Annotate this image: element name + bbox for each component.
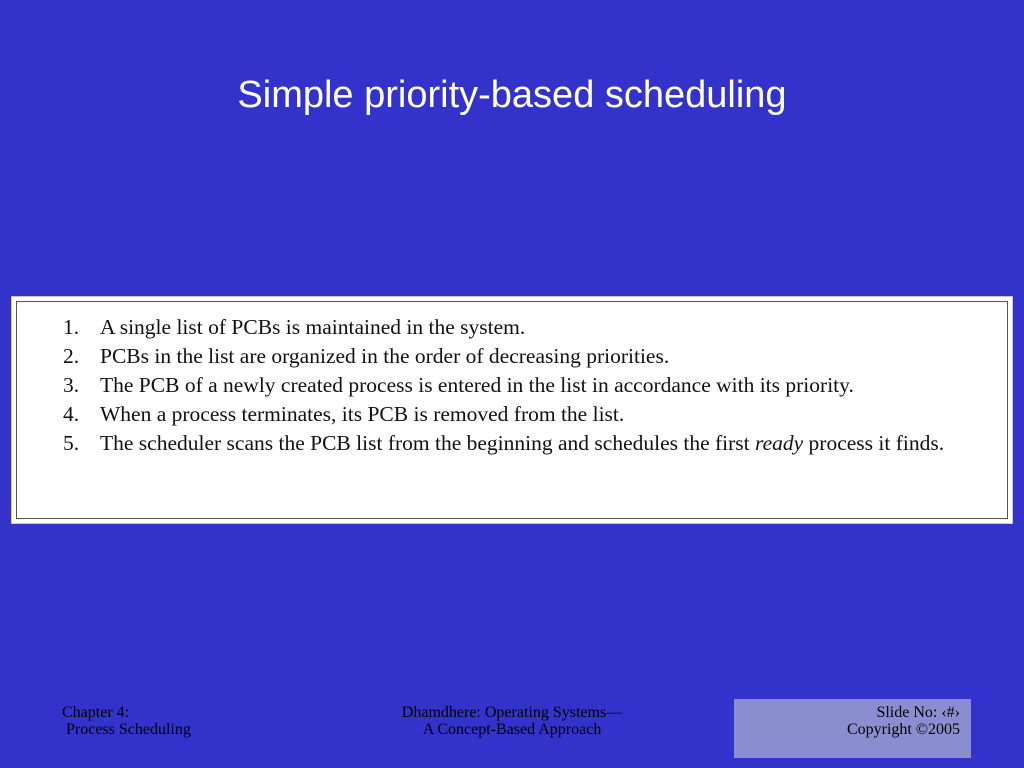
footer-slide-info [847, 704, 960, 738]
list-item-text-end: process it finds. [803, 431, 945, 455]
footer-book [312, 704, 712, 738]
ready-emphasis: ready [755, 431, 804, 455]
list-item-text: When a process terminates, its PCB is removed from the list. [100, 402, 625, 426]
footer-book-author: Dhamdhere: Operating Systems— [401, 704, 623, 721]
list-item [63, 371, 983, 400]
list-item-text: PCBs in the list are organized in the order of decreasing priorities. [100, 344, 670, 368]
list-item [63, 313, 983, 342]
list-item-number: 4. [63, 402, 80, 426]
list-item-text: The PCB of a newly created process is entered in the list in accordance with its priority. [100, 373, 854, 397]
slide-title: Simple priority-based scheduling [237, 74, 787, 116]
list-item-number: 1. [63, 315, 80, 339]
list-item-text [100, 429, 983, 458]
footer-chapter [62, 704, 191, 738]
footer-book-subtitle: A Concept-Based Approach [422, 721, 602, 738]
list-item [63, 429, 983, 458]
list-item-text: A single list of PCBs is maintained in the system. [100, 315, 526, 339]
list-item-number: 3. [63, 373, 80, 397]
list-item-number: 5. [63, 431, 80, 455]
list-item [63, 400, 983, 429]
list-item [63, 342, 983, 371]
content-frame [16, 301, 1008, 519]
slide-number: Slide No: ‹#› [876, 704, 960, 721]
list-item-number: 2. [63, 344, 80, 368]
copyright: Copyright ©2005 [846, 721, 960, 738]
list-item-text-start: The scheduler scans the PCB list from the beginning and schedules the first [100, 431, 756, 455]
footer-slide-info-box [734, 699, 971, 758]
footer-chapter-number: Chapter 4: [62, 704, 130, 721]
footer-chapter-title: Process Scheduling [62, 721, 191, 738]
rule-list [63, 313, 983, 458]
content-box [11, 296, 1013, 524]
